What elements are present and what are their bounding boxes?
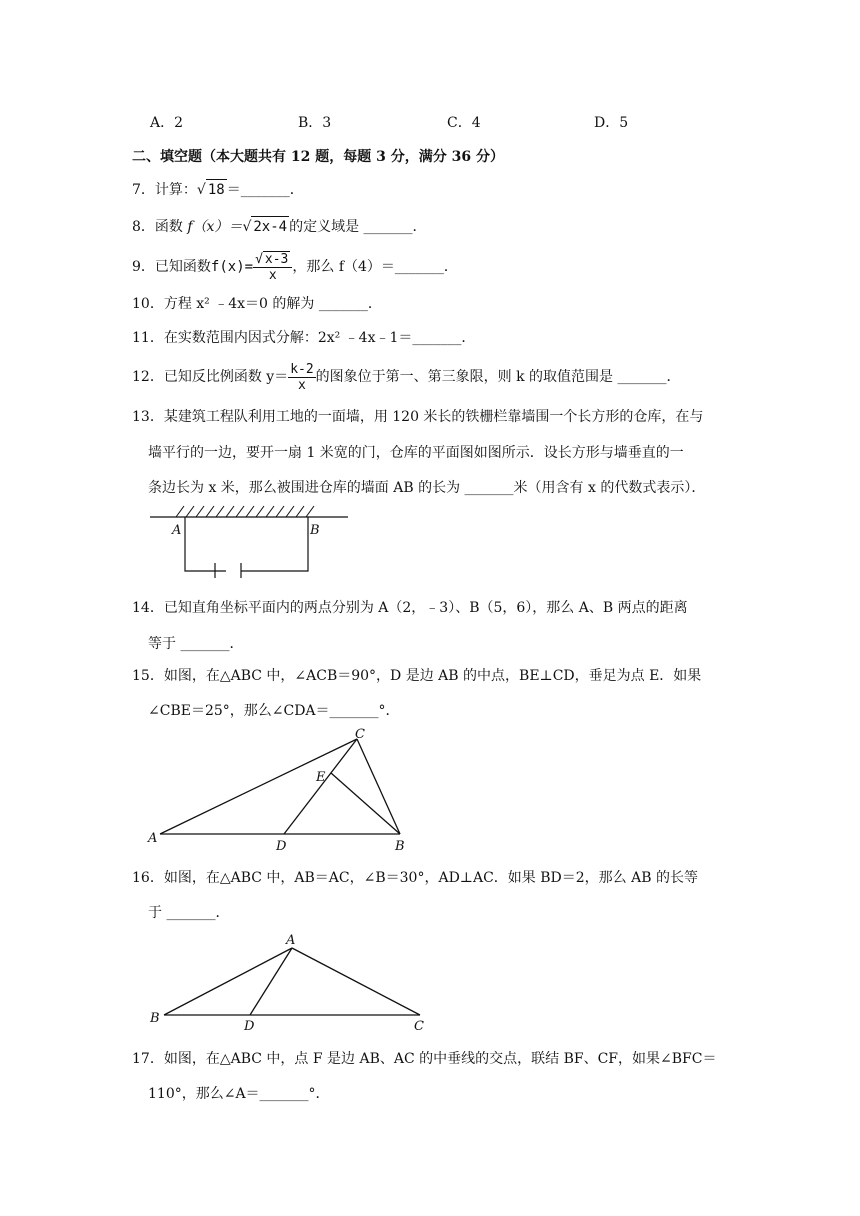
question-13-line3: 条边长为 x 米，那么被围进仓库的墙面 AB 的长为 _______米（用含有 x 的代数式表示）． [148,480,706,496]
q7-radicand: 18 [206,179,227,200]
label-d: D [244,1019,255,1034]
question-12 [132,360,681,394]
question-17-line1: 17．如图，在△ABC 中，点 F 是边 AB、AC 的中垂线的交点，联结 BF、CF，如果∠BFC＝ [132,1051,717,1067]
option-c: C．4 [447,115,481,131]
question-10: 10．方程 x² ﹣4x＝0 的解为 _______． [132,296,382,312]
sqrt-symbol: √ 18 [197,179,227,200]
label-a: A [172,523,182,538]
option-d: D．5 [594,115,629,131]
q12-fraction [288,362,315,393]
question-14-line1: 14．已知直角坐标平面内的两点分别为 A（2，﹣3）、B（5，6），那么 A、B 两点的距离 [132,600,688,616]
label-b: B [150,1011,160,1026]
label-c: C [414,1019,424,1034]
q9-suffix: ，那么 f（4）＝_______． [292,259,458,275]
triangle-diagram-15 [140,726,420,856]
question-8 [132,216,427,237]
q12-numerator: k-2 [290,361,314,377]
q8-suffix: 的定义域是 _______． [289,219,427,235]
warehouse-diagram [148,503,353,578]
q12-suffix: 的图象位于第一、第三象限，则 k 的取值范围是 _______． [315,369,681,385]
question-17-line2: 110°，那么∠A＝_______°． [148,1086,330,1102]
label-b: B [310,523,320,538]
section-title: 二、填空题（本大题共有 12 题，每题 3 分，满分 36 分） [132,149,504,165]
label-c: C [355,727,365,742]
q7-suffix: ＝_______． [226,182,304,198]
q9-denominator: x [268,268,277,283]
option-b: B．3 [298,115,332,131]
q9-fx: f(x)= [210,259,254,275]
label-a: A [148,831,158,846]
label-b: B [395,839,405,854]
triangle-diagram-16 [140,930,440,1035]
question-7 [132,179,304,200]
q7-prefix: 7．计算： [132,182,197,198]
q12-denominator: x [298,377,306,393]
q9-prefix: 9．已知函数 [132,259,211,275]
question-13-line2: 墙平行的一边，要开一扇 1 米宽的门，仓库的平面图如图所示．设长方形与墙垂直的一 [148,445,684,461]
q8-radicand: 2x-4 [251,216,289,237]
option-a: A．2 [150,115,184,131]
question-9 [132,250,458,284]
q8-fx: f（x）＝ [187,219,243,235]
q9-numerator: x-3 [264,252,289,267]
label-a: A [286,933,296,948]
question-14-line2: 等于 _______． [148,636,244,652]
sqrt-symbol: √ 2x-4 [242,216,289,237]
label-d: D [276,839,287,854]
question-13-line1: 13．某建筑工程队利用工地的一面墙，用 120 米长的铁栅栏靠墙围一个长方形的仓库，在与 [132,409,704,425]
question-15-line2: ∠CBE＝25°，那么∠CDA＝_______°． [148,703,400,719]
question-16-line2: 于 _______． [148,905,230,921]
q8-prefix: 8．函数 [132,219,188,235]
label-e: E [316,770,326,785]
question-16-line1: 16．如图，在△ABC 中，AB＝AC，∠B＝30°，AD⊥AC．如果 BD＝2，那么 AB 的长等 [132,870,698,886]
question-15-line1: 15．如图，在△ABC 中，∠ACB＝90°，D 是边 AB 的中点，BE⊥CD，垂足为点 E．如果 [132,668,702,684]
q9-fraction: $\frac{√ x-3}{x}$ [253,251,292,283]
question-11: 11．在实数范围内因式分解：2x² ﹣4x﹣1＝_______． [132,330,476,346]
q12-prefix: 12．已知反比例函数 y＝ [132,369,289,385]
